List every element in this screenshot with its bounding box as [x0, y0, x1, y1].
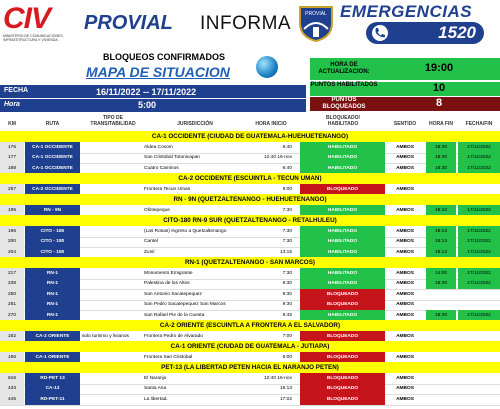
ruta-cell: CA-1 OCCIDENTE — [25, 163, 80, 174]
puntos-bloqueados — [310, 97, 500, 111]
fecha-fin-cell: 17/11/2022 — [458, 278, 500, 289]
tipo-cell — [80, 268, 146, 279]
fecha-bar — [0, 85, 306, 98]
km-cell: 162 — [0, 331, 24, 342]
ruta-cell: RN-1 — [25, 278, 80, 289]
km-cell: 176 — [0, 142, 24, 153]
hora-actualizacion-label: HORA DE ACTUALIZACION: — [318, 62, 370, 75]
hora-inicio-cell: 7:30 — [282, 270, 292, 276]
emergencias-text: EMERGENCIAS — [340, 2, 473, 21]
estado-cell: HABILITADO — [300, 226, 385, 237]
hora-fin-cell: 18:30 — [426, 152, 456, 163]
hora-inicio-cell: 7:30 — [282, 239, 292, 244]
jurisdiccion-cell: Palestina de los Altos — [144, 281, 190, 286]
fecha-fin-cell: 17/11/2022 — [458, 226, 500, 237]
section-header: CA-2 ORIENTE (ESCUINTLA A FRONTERA A EL SALVADOR) — [0, 320, 500, 331]
estado-cell: BLOQUEADO — [300, 352, 385, 363]
tipo-cell — [80, 226, 146, 237]
hora-fin-cell: 18:13 — [426, 247, 456, 258]
tipo-cell — [80, 394, 146, 405]
col-fecha-fin: FECHA/FIN — [465, 121, 493, 127]
hora-inicio-cell: 7:30 — [282, 228, 292, 234]
ruta-cell: CITO - 180 — [25, 236, 80, 247]
tipo-cell — [80, 373, 146, 384]
hora-bar — [0, 99, 306, 112]
header — [0, 0, 500, 46]
section-header: RN-1 (QUETZALTENANGO - SAN MARCOS) — [0, 257, 500, 268]
fecha-fin-cell — [458, 352, 500, 363]
hora-label: Hora — [4, 101, 20, 108]
hora-inicio-cell: 16:13 — [279, 386, 292, 391]
jurisdiccion-cell: Cantel — [144, 239, 158, 244]
puntos-habilitados — [310, 82, 500, 96]
jurisdiccion-cell: San Antonio Sacatepequez — [144, 291, 202, 297]
estado-cell: HABILITADO — [300, 268, 385, 279]
jurisdiccion-cell: San Rafael Pie de la Cuesta — [144, 312, 205, 318]
km-cell: 204 — [0, 247, 24, 258]
sentido-cell: AMBOS — [396, 165, 414, 171]
jurisdiccion-cell: San Pedro Sacatepequez San Marcos — [144, 302, 226, 307]
jurisdiccion-cell: Frontera Pedro de Alvarado — [144, 333, 203, 339]
fecha-label: FECHA — [4, 87, 29, 94]
fecha-fin-cell: 17/11/2022 — [458, 268, 500, 279]
phone-icon — [372, 25, 388, 41]
km-cell: 250 — [0, 289, 24, 300]
jurisdiccion-cell: Cuatro Caminos — [144, 165, 179, 171]
informa-title: INFORMA — [200, 13, 292, 34]
ruta-cell: RN-1 — [25, 299, 80, 310]
tipo-cell — [80, 278, 146, 289]
hora-inicio-cell: 12:40 16-nov — [263, 375, 292, 381]
hora-inicio-cell: 6:40 — [282, 165, 292, 171]
km-cell: 195 — [0, 205, 24, 216]
col-hora-inicio: HORA INICIO — [255, 121, 287, 127]
tipo-cell — [80, 352, 146, 363]
ruta-cell: RN-1 — [25, 289, 80, 300]
hora-fin-cell: 14:00 — [426, 268, 456, 279]
ruta-cell: RN-1 — [25, 310, 80, 321]
km-cell: 177 — [0, 152, 24, 163]
tipo-cell — [80, 299, 146, 310]
ruta-cell: RD-PET-11 — [25, 394, 80, 405]
hora-fin-cell: 18:30 — [426, 310, 456, 321]
jurisdiccion-cell: Frontera San Cristobal — [144, 354, 193, 360]
estado-cell: BLOQUEADO — [300, 331, 385, 342]
tipo-cell — [80, 310, 146, 321]
km-cell: 217 — [0, 268, 24, 279]
puntos-bloqueados-label: PUNTOS BLOQUEADOS — [322, 97, 366, 110]
km-cell: 433 — [0, 383, 24, 394]
fecha-fin-cell — [458, 184, 500, 195]
ruta-cell: CA-2 ORIENTE — [25, 331, 80, 342]
fecha-fin-cell: 17/11/2022 — [458, 142, 500, 153]
subtitle: BLOQUEOS CONFIRMADOS — [103, 52, 226, 62]
col-tipo: TIPO DE TRANSITABILIDAD — [90, 115, 136, 127]
hora-inicio-cell: 12:40 16-nov — [263, 155, 292, 160]
fecha-fin-cell: 17/11/2022 — [458, 310, 500, 321]
ruta-cell: CA-13 — [25, 383, 80, 394]
fecha-fin-cell: 17/11/2022 — [458, 152, 500, 163]
tipo-cell — [80, 184, 146, 195]
col-km: KM — [8, 121, 16, 127]
ruta-cell: RD-PET 13 — [25, 373, 80, 384]
hora-fin-cell: 18:30 — [426, 142, 456, 153]
hora-inicio-cell: 6:40 — [282, 144, 292, 150]
estado-cell: HABILITADO — [300, 152, 385, 163]
fecha-fin-cell — [458, 373, 500, 384]
km-cell: 261 — [0, 299, 24, 310]
fecha-fin-cell — [458, 299, 500, 310]
hora-fin-cell: 18:13 — [426, 236, 456, 247]
hora-fin-cell: 18:13 — [426, 226, 456, 237]
civ-logo — [3, 4, 79, 42]
section-header: CITO-180 RN-9 SUR (QUETZALTENANGO - RETALHULEU) — [0, 215, 500, 226]
hora-inicio-cell: 17:02 — [279, 396, 292, 402]
sentido-cell: AMBOS — [396, 291, 414, 297]
ruta-cell: RN - 9N — [25, 205, 80, 216]
estado-cell: HABILITADO — [300, 205, 385, 216]
tipo-cell — [80, 205, 146, 216]
page-title: MAPA DE SITUACION — [86, 64, 230, 80]
fecha-fin-cell — [458, 383, 500, 394]
ruta-cell: CA-1 OCCIDENTE — [25, 152, 80, 163]
col-estado: BLOQUEADO/ HABILITADO — [326, 115, 360, 127]
section-header: PET-13 (LA LIBERTAD PETEN HACIA EL NARANJO PETEN) — [0, 362, 500, 373]
sentido-cell: AMBOS — [396, 155, 414, 160]
section-header: CA-2 OCCIDENTE (ESCUINTLA - TECUN UMAN) — [0, 173, 500, 184]
tipo-cell — [80, 289, 146, 300]
jurisdiccion-cell: Olintepeque — [144, 207, 170, 213]
hora-fin-cell — [426, 373, 456, 384]
hora-fin-cell — [426, 184, 456, 195]
puntos-bloqueados-value: 8 — [435, 97, 443, 109]
estado-cell: BLOQUEADO — [300, 299, 385, 310]
ruta-cell: CA-2 OCCIDENTE — [25, 184, 80, 195]
sentido-cell: AMBOS — [396, 186, 414, 192]
hora-actualizacion-value: 19:00 — [424, 62, 454, 74]
estado-cell: HABILITADO — [300, 278, 385, 289]
hora-value: 5:00 — [138, 100, 157, 110]
sentido-cell: AMBOS — [396, 249, 414, 255]
ruta-cell: CA-1 ORIENTE — [25, 352, 80, 363]
hora-fin-cell — [426, 289, 456, 300]
ruta-cell: RN-1 — [25, 268, 80, 279]
hora-fin-cell — [426, 331, 456, 342]
sentido-cell: AMBOS — [396, 312, 414, 318]
fecha-fin-cell: 17/11/2022 — [458, 163, 500, 174]
hora-inicio-cell: 9:00 — [282, 186, 292, 192]
hora-fin-cell — [426, 394, 456, 405]
provial-logo: PROVIAL — [84, 12, 173, 34]
jurisdiccion-cell: San Cristobal Totonicapan — [144, 155, 200, 160]
tipo-cell — [80, 236, 146, 247]
shield-text: PROVIAL — [305, 11, 327, 17]
sentido-cell: AMBOS — [396, 281, 414, 286]
col-sentido: SENTIDO — [393, 121, 417, 127]
phone-number: 1520 — [438, 23, 476, 42]
fecha-fin-cell: 17/11/2022 — [458, 205, 500, 216]
km-cell: 445 — [0, 394, 24, 405]
hora-inicio-cell: 8:45 — [282, 312, 292, 318]
jurisdiccion-cell: Zunil — [144, 249, 155, 255]
ruta-cell: CA-1 OCCIDENTE — [25, 142, 80, 153]
jurisdiccion-cell: Monumento Emigrante — [144, 270, 193, 276]
hora-fin-cell: 18:10 — [426, 205, 456, 216]
sentido-cell: AMBOS — [396, 333, 414, 339]
fecha-fin-cell — [458, 289, 500, 300]
sentido-cell: AMBOS — [396, 207, 414, 213]
globe-icon — [256, 56, 278, 78]
tipo-cell — [80, 163, 146, 174]
jurisdiccion-cell: La libertad. — [144, 396, 168, 402]
table-header — [0, 114, 500, 132]
tipo-cell — [80, 247, 146, 258]
tipo-cell — [80, 383, 146, 394]
jurisdiccion-cell: Santa Ana — [144, 386, 167, 391]
km-cell: 166 — [0, 352, 24, 363]
section-header: CA-1 ORIENTE (CIUDAD DE GUATEMALA - JUTIAPA) — [0, 341, 500, 352]
sentido-cell: AMBOS — [396, 386, 414, 391]
km-cell: 238 — [0, 278, 24, 289]
hora-inicio-cell: 9:30 — [282, 291, 292, 297]
puntos-habilitados-value: 10 — [432, 82, 446, 94]
fecha-fin-cell — [458, 331, 500, 342]
jurisdiccion-cell: Frontera Tecun Uman — [144, 186, 191, 192]
km-cell: 200 — [0, 236, 24, 247]
fecha-fin-cell — [458, 394, 500, 405]
estado-cell: BLOQUEADO — [300, 289, 385, 300]
sentido-cell: AMBOS — [396, 302, 414, 307]
civ-logo-text: CIV — [3, 2, 51, 35]
section-header: RN - 9N (QUETZALTENANGO - HUEHUETENANGO) — [0, 194, 500, 205]
ruta-cell: CITO - 180 — [25, 226, 80, 237]
sentido-cell: AMBOS — [396, 239, 414, 244]
table-row[interactable] — [0, 394, 500, 406]
km-cell: 196 — [0, 226, 24, 237]
hora-fin-cell: 18:30 — [426, 163, 456, 174]
estado-cell: HABILITADO — [300, 310, 385, 321]
hora-fin-cell — [426, 352, 456, 363]
hora-fin-cell — [426, 383, 456, 394]
tipo-cell: solo turismo y livianos — [82, 333, 129, 339]
puntos-habilitados-label: PUNTOS HABILITADOS — [310, 82, 378, 88]
fecha-fin-cell: 17/11/2022 — [458, 247, 500, 258]
fecha-value: 16/11/2022 -- 17/11/2022 — [96, 87, 197, 97]
km-cell: 257 — [0, 184, 24, 195]
sentido-cell: AMBOS — [396, 375, 414, 381]
sentido-cell: AMBOS — [396, 144, 414, 150]
col-hora-fin: HORA FIN — [429, 121, 453, 127]
km-cell: 270 — [0, 310, 24, 321]
hora-fin-cell: 18:30 — [426, 278, 456, 289]
hora-inicio-cell: 13:15 — [279, 249, 292, 255]
section-header: CA-1 OCCIDENTE (CIUDAD DE GUATEMALA-HUEHUETENANGO) — [0, 131, 500, 142]
hora-inicio-cell: 7:00 — [282, 333, 292, 339]
hora-inicio-cell: 7:30 — [282, 207, 292, 213]
sentido-cell: AMBOS — [396, 396, 414, 402]
jurisdiccion-cell: Aldea Coxom — [144, 144, 173, 150]
col-ruta: RUTA — [45, 121, 60, 127]
estado-cell: BLOQUEADO — [300, 383, 385, 394]
estado-cell: HABILITADO — [300, 142, 385, 153]
hora-inicio-cell: 9:30 — [282, 281, 292, 286]
estado-cell: HABILITADO — [300, 247, 385, 258]
tipo-cell — [80, 152, 146, 163]
fecha-fin-cell: 17/11/2022 — [458, 236, 500, 247]
jurisdiccion-cell: El Naranjo — [144, 375, 167, 381]
emergencias-logo — [340, 2, 490, 44]
estado-cell: BLOQUEADO — [300, 373, 385, 384]
jurisdiccion-cell: (Las Rosas) Ingreso a Quetzaltenango — [144, 228, 227, 234]
hora-inicio-cell: 6:00 — [282, 354, 292, 360]
hora-actualizacion — [310, 58, 500, 80]
col-jurisdiccion: JURISDICCIÓN — [177, 121, 213, 127]
estado-cell: HABILITADO — [300, 236, 385, 247]
km-cell: 188 — [0, 163, 24, 174]
estado-cell: BLOQUEADO — [300, 394, 385, 405]
tipo-cell — [80, 142, 146, 153]
sentido-cell: AMBOS — [396, 270, 414, 276]
estado-cell: HABILITADO — [300, 163, 385, 174]
civ-logo-subtext: MINISTERIO DE COMUNICACIONES, INFRAESTRUCTURA Y VIVIENDA — [3, 34, 64, 42]
sentido-cell: AMBOS — [396, 228, 414, 234]
ruta-cell: CITO - 180 — [25, 247, 80, 258]
provial-shield-icon — [296, 3, 336, 43]
km-cell: 616 — [0, 373, 24, 384]
sentido-cell: AMBOS — [396, 354, 414, 360]
hora-inicio-cell: 9:30 — [282, 302, 292, 307]
hora-fin-cell — [426, 299, 456, 310]
estado-cell: BLOQUEADO — [300, 184, 385, 195]
